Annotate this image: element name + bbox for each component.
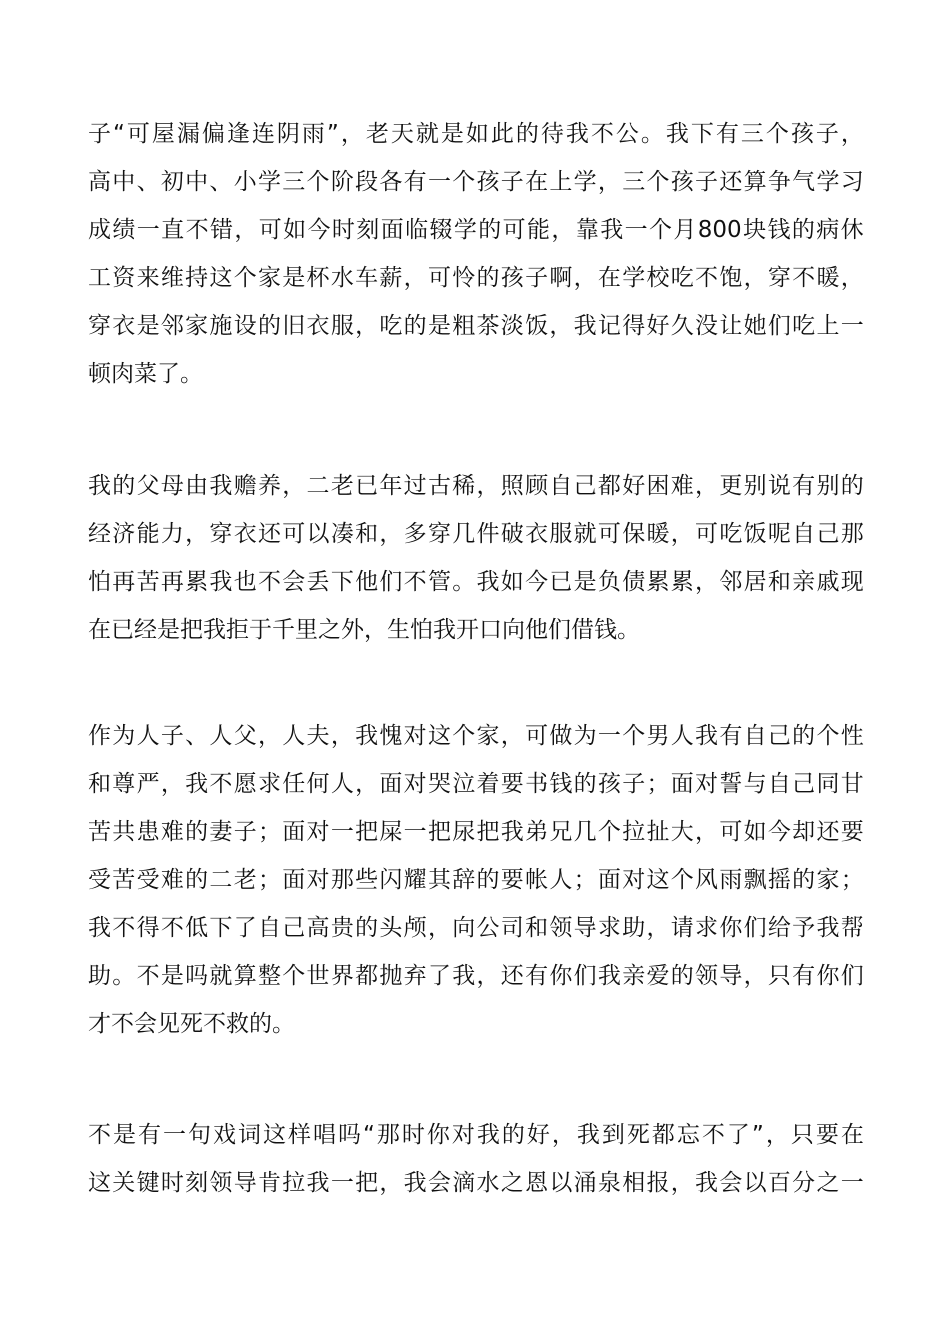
paragraph-line: 受 苦 受 难 的 二 老 ； 面 对 那 些 闪 耀 其 辞 的 要 帐 人 ； 面 对 这 个 风 雨 飘 摇 的 家 ；	[88, 867, 864, 893]
paragraph-line: 这 关 键 时 刻 领 导 肯 拉 我 一 把 ， 我 会 滴 水 之 恩 以 涌 泉 相 报 ， 我 会 以 百 分 之 一	[88, 1170, 864, 1196]
paragraph-line: 苦 共 患 难 的 妻 子 ； 面 对 一 把 屎 一 把 尿 把 我 弟 兄 几 个 拉 扯 大 ， 可 如 今 却 还 要	[88, 819, 864, 845]
paragraph-3	[88, 712, 864, 1048]
paragraph-line: 高 中 、 初 中 、 小 学 三 个 阶 段 各 有 一 个 孩 子 在 上 学 ， 三 个 孩 子 还 算 争 气 学 习	[88, 169, 864, 195]
paragraph-line: 子 “ 可 屋 漏 偏 逢 连 阴 雨 ” ， 老 天 就 是 如 此 的 待 我 不 公 。 我 下 有 三 个 孩 子 ，	[88, 121, 864, 147]
paragraph-line: 和 尊 严 ， 我 不 愿 求 任 何 人 ， 面 对 哭 泣 着 要 书 钱 的 孩 子 ； 面 对 誓 与 自 己 同 甘	[88, 771, 864, 797]
paragraph-line: 经 济 能 力 ， 穿 衣 还 可 以 凑 和 ， 多 穿 几 件 破 衣 服 就 可 保 暖 ， 可 吃 饭 呢 自 己 那	[88, 521, 864, 547]
paragraph-line: 助 。 不 是 吗 就 算 整 个 世 界 都 抛 弃 了 我 ， 还 有 你 们 我 亲 爱 的 领 导 ， 只 有 你 们	[88, 963, 864, 989]
paragraph-line: 我 不 得 不 低 下 了 自 己 高 贵 的 头 颅 ， 向 公 司 和 领 导 求 助 ， 请 求 你 们 给 予 我 帮	[88, 915, 864, 941]
paragraph-line: 怕 再 苦 再 累 我 也 不 会 丢 下 他 们 不 管 。 我 如 今 已 是 负 债 累 累 ， 邻 居 和 亲 戚 现	[88, 569, 864, 595]
paragraph-line: 作 为 人 子 、 人 父 ， 人 夫 ， 我 愧 对 这 个 家 ， 可 做 为 一 个 男 人 我 有 自 己 的 个 性	[88, 723, 864, 749]
paragraph-line: 在已经是把我拒于千里之外，生怕我开口向他们借钱。	[88, 617, 640, 643]
paragraph-line: 顿肉菜了。	[88, 361, 203, 387]
paragraph-line: 成 绩 一 直 不 错 ， 可 如 今 时 刻 面 临 辍 学 的 可 能 ， 靠 我 一 个 月 800 块 钱 的 病 休	[88, 217, 864, 243]
paragraph-line: 我 的 父 母 由 我 赡 养 ， 二 老 已 年 过 古 稀 ， 照 顾 自 己 都 好 困 难 ， 更 别 说 有 别 的	[88, 473, 864, 499]
paragraph-line: 才不会见死不救的。	[88, 1011, 295, 1037]
paragraph-line: 穿 衣 是 邻 家 施 设 的 旧 衣 服 ， 吃 的 是 粗 茶 淡 饭 ， 我 记 得 好 久 没 让 她 们 吃 上 一	[88, 313, 864, 339]
paragraph-line: 不 是 有 一 句 戏 词 这 样 唱 吗 “ 那 时 你 对 我 的 好 ， 我 到 死 都 忘 不 了 ” ， 只 要 在	[88, 1122, 864, 1148]
paragraph-1	[88, 110, 864, 398]
paragraph-4	[88, 1111, 864, 1207]
paragraph-line: 工 资 来 维 持 这 个 家 是 杯 水 车 薪 ， 可 怜 的 孩 子 啊 ， 在 学 校 吃 不 饱 ， 穿 不 暖 ，	[88, 265, 864, 291]
paragraph-2	[88, 462, 864, 654]
